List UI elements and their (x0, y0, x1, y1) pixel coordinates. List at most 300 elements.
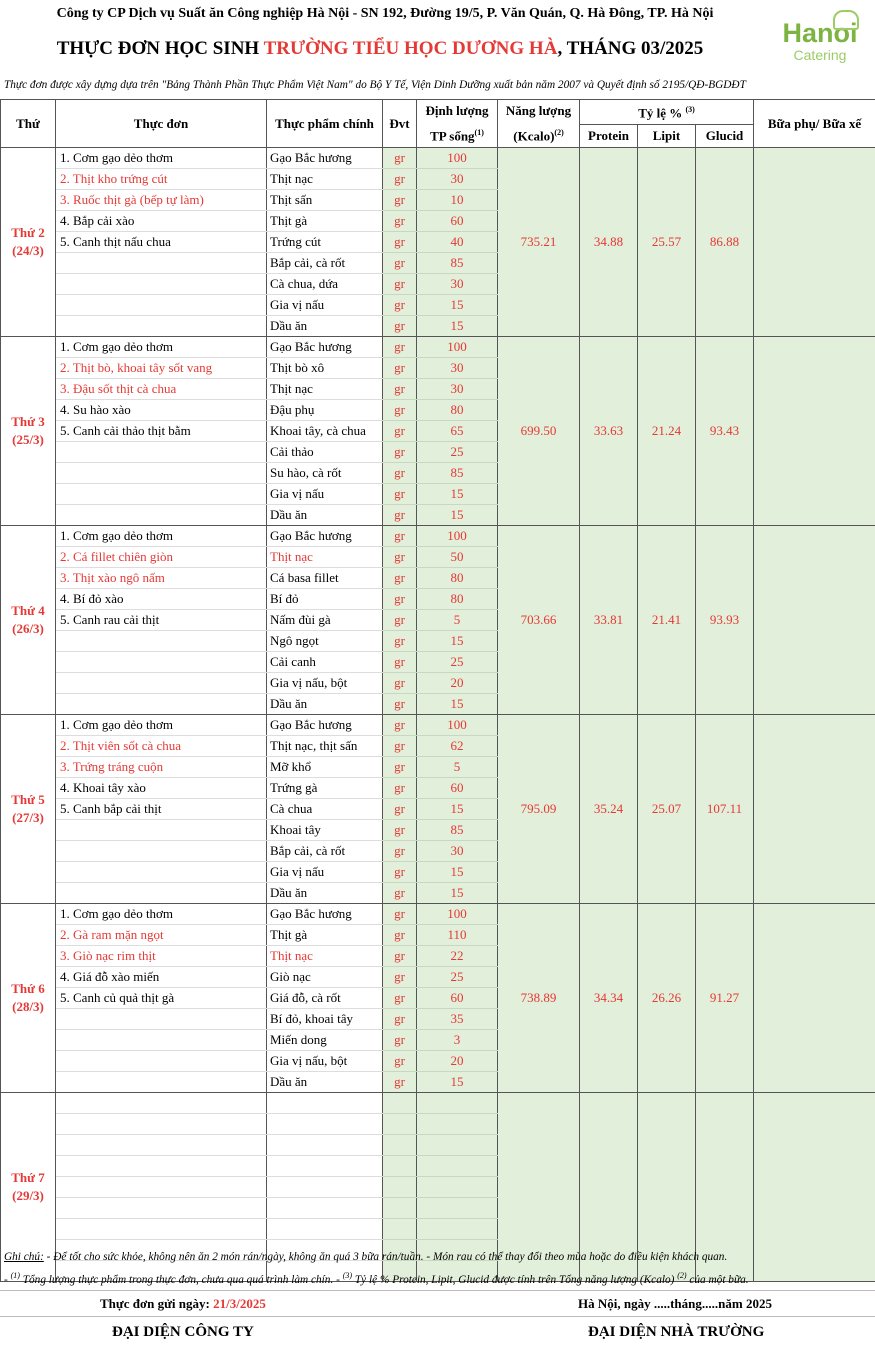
dish-cell (56, 862, 267, 883)
ingredient-cell: Gia vị nấu (267, 484, 383, 505)
day-name: Thứ 5 (11, 792, 45, 808)
unit-cell: gr (383, 295, 417, 316)
ingredient-cell: Dầu ăn (267, 883, 383, 904)
qty-cell: 22 (417, 946, 498, 967)
chef-hat-icon (833, 10, 859, 30)
col-header-menu: Thực đơn (56, 100, 267, 148)
ingredient-cell (267, 1198, 383, 1219)
sent-label: Thực đơn gửi ngày: (100, 1296, 214, 1311)
ingredient-cell: Dầu ăn (267, 505, 383, 526)
dish-cell (56, 1009, 267, 1030)
unit-cell: gr (383, 610, 417, 631)
dish-cell (56, 505, 267, 526)
footnote-1 (4, 1251, 875, 1263)
day-date: (29/3) (12, 1188, 44, 1204)
qty-cell: 30 (417, 274, 498, 295)
extra-meal-cell (754, 904, 875, 1093)
protein-cell: 35.24 (580, 715, 638, 904)
qty-cell: 5 (417, 757, 498, 778)
protein-cell: 33.63 (580, 337, 638, 526)
glucid-cell: 93.93 (696, 526, 754, 715)
unit-cell: gr (383, 1030, 417, 1051)
logo-main-text: Hanoi (782, 18, 858, 48)
col-header-day: Thứ (1, 100, 56, 148)
logo-sub-text: Catering (793, 47, 847, 63)
unit-cell: gr (383, 925, 417, 946)
ingredient-cell: Gia vị nấu (267, 862, 383, 883)
qty-cell: 15 (417, 799, 498, 820)
col-header-energy (498, 100, 580, 148)
col-header-unit: Đvt (383, 100, 417, 148)
dish-cell (56, 1114, 267, 1135)
unit-cell (383, 1219, 417, 1240)
ingredient-cell (267, 1177, 383, 1198)
dish-cell: 4. Bắp cải xào (56, 211, 267, 232)
unit-cell: gr (383, 778, 417, 799)
lipit-cell: 21.24 (638, 337, 696, 526)
qty-cell: 30 (417, 841, 498, 862)
qty-cell: 15 (417, 862, 498, 883)
ingredient-cell: Bí đỏ (267, 589, 383, 610)
qty-cell: 40 (417, 232, 498, 253)
qty-cell: 85 (417, 820, 498, 841)
qty-cell: 100 (417, 337, 498, 358)
day-date: (28/3) (12, 999, 44, 1015)
note-1-text: - Để tốt cho sức khỏe, không nên ăn 2 món rán/ngày, không ăn quá 3 bữa rán/tuần. - Món rau có thể thay đổi theo mùa hoặc do điều kiện khách quan. (43, 1251, 728, 1263)
unit-cell: gr (383, 253, 417, 274)
ingredient-cell: Su hào, cà rốt (267, 463, 383, 484)
unit-cell: gr (383, 862, 417, 883)
ingredient-cell: Thịt nạc (267, 547, 383, 568)
qty-cell: 3 (417, 1030, 498, 1051)
ingredient-cell: Giá đỗ, cà rốt (267, 988, 383, 1009)
unit-cell: gr (383, 1009, 417, 1030)
dish-cell (56, 442, 267, 463)
table-row (1, 904, 875, 925)
qty-cell: 85 (417, 463, 498, 484)
energy-cell: 795.09 (498, 715, 580, 904)
day-date: (26/3) (12, 621, 44, 637)
unit-cell: gr (383, 757, 417, 778)
unit-cell (383, 1093, 417, 1114)
qty-cell: 10 (417, 190, 498, 211)
protein-cell: 33.81 (580, 526, 638, 715)
unit-cell: gr (383, 358, 417, 379)
table-row (1, 526, 875, 547)
glucid-cell: 107.11 (696, 715, 754, 904)
note-2-a: - (4, 1273, 11, 1286)
energy-header-sup: (2) (554, 128, 564, 137)
dish-cell: 4. Khoai tây xào (56, 778, 267, 799)
col-header-ingredient: Thực phẩm chính (267, 100, 383, 148)
unit-cell: gr (383, 988, 417, 1009)
dish-cell: 3. Giò nạc rim thịt (56, 946, 267, 967)
unit-cell: gr (383, 652, 417, 673)
ratio-header-text: Tỷ lệ % (638, 105, 683, 121)
glucid-cell: 91.27 (696, 904, 754, 1093)
dish-cell (56, 820, 267, 841)
qty-cell (417, 1114, 498, 1135)
title-school: TRƯỜNG TIỂU HỌC DƯƠNG HÀ (263, 38, 558, 59)
qty-cell: 15 (417, 883, 498, 904)
title-suffix: , THÁNG 03/2025 (557, 38, 704, 59)
qty-cell: 15 (417, 505, 498, 526)
day-name: Thứ 6 (11, 981, 45, 997)
day-cell (1, 526, 56, 715)
unit-cell: gr (383, 946, 417, 967)
ingredient-cell: Thịt gà (267, 211, 383, 232)
unit-cell: gr (383, 694, 417, 715)
page-title (0, 38, 760, 60)
qty-cell: 30 (417, 379, 498, 400)
dish-cell (56, 295, 267, 316)
note-2-sup1: (1) (10, 1271, 20, 1280)
dish-cell: 5. Canh bắp cải thịt (56, 799, 267, 820)
day-cell (1, 715, 56, 904)
day-cell (1, 148, 56, 337)
dish-cell: 3. Thịt xào ngô nấm (56, 568, 267, 589)
qty-cell: 80 (417, 400, 498, 421)
unit-cell: gr (383, 148, 417, 169)
sent-date (100, 1296, 266, 1312)
ingredient-cell: Trứng gà (267, 778, 383, 799)
ingredient-cell: Khoai tây, cà chua (267, 421, 383, 442)
unit-cell: gr (383, 799, 417, 820)
day-date: (25/3) (12, 432, 44, 448)
school-signature: ĐẠI DIỆN NHÀ TRƯỜNG (588, 1324, 765, 1340)
unit-cell: gr (383, 421, 417, 442)
unit-cell: gr (383, 316, 417, 337)
note-2-sup2: (3) (342, 1271, 353, 1280)
qty-header-text: Định lượng TP sống (425, 103, 489, 144)
unit-cell: gr (383, 589, 417, 610)
qty-cell: 100 (417, 526, 498, 547)
ingredient-cell: Dầu ăn (267, 1072, 383, 1093)
qty-cell: 100 (417, 715, 498, 736)
col-header-glucid: Glucid (696, 124, 754, 147)
qty-cell (417, 1198, 498, 1219)
qty-cell: 15 (417, 1072, 498, 1093)
ingredient-cell: Cà chua, dứa (267, 274, 383, 295)
dish-cell: 1. Cơm gạo dẻo thơm (56, 337, 267, 358)
company-signature: ĐẠI DIỆN CÔNG TY (112, 1324, 254, 1340)
dish-cell: 2. Cá fillet chiên giòn (56, 547, 267, 568)
dish-cell (56, 1030, 267, 1051)
unit-cell (383, 1156, 417, 1177)
qty-cell (417, 1093, 498, 1114)
ingredient-cell (267, 1219, 383, 1240)
day-date: (24/3) (12, 243, 44, 259)
extra-meal-cell (754, 715, 875, 904)
menu-table (0, 99, 875, 1282)
col-header-lipit: Lipit (638, 124, 696, 147)
ingredient-cell: Thịt nạc (267, 379, 383, 400)
unit-cell: gr (383, 232, 417, 253)
dish-cell: 1. Cơm gạo dẻo thơm (56, 715, 267, 736)
dish-cell (56, 631, 267, 652)
qty-cell: 15 (417, 295, 498, 316)
unit-cell: gr (383, 463, 417, 484)
dish-cell (56, 1156, 267, 1177)
table-row (1, 1093, 875, 1114)
ingredient-cell: Gia vị nấu, bột (267, 1051, 383, 1072)
ingredient-cell: Cải canh (267, 652, 383, 673)
dish-cell: 4. Giá đỗ xào miến (56, 967, 267, 988)
unit-cell: gr (383, 379, 417, 400)
ingredient-cell: Gia vị nấu, bột (267, 673, 383, 694)
day-date: (27/3) (12, 810, 44, 826)
dish-cell: 5. Canh củ quả thịt gà (56, 988, 267, 1009)
qty-cell: 100 (417, 148, 498, 169)
unit-cell: gr (383, 274, 417, 295)
ratio-header-sup: (3) (685, 105, 695, 115)
ingredient-cell: Bí đỏ, khoai tây (267, 1009, 383, 1030)
lipit-cell: 25.07 (638, 715, 696, 904)
ingredient-cell: Thịt sấn (267, 190, 383, 211)
ingredient-cell: Nấm đùi gà (267, 610, 383, 631)
dish-cell (56, 253, 267, 274)
ingredient-cell: Cá basa fillet (267, 568, 383, 589)
unit-cell: gr (383, 967, 417, 988)
ingredient-cell: Gạo Bắc hương (267, 526, 383, 547)
qty-cell: 80 (417, 589, 498, 610)
footnote-2 (4, 1271, 875, 1286)
ingredient-cell: Gạo Bắc hương (267, 337, 383, 358)
qty-cell: 15 (417, 631, 498, 652)
ingredient-cell: Giò nạc (267, 967, 383, 988)
qty-cell: 60 (417, 211, 498, 232)
unit-cell: gr (383, 505, 417, 526)
unit-cell: gr (383, 547, 417, 568)
unit-cell: gr (383, 904, 417, 925)
glucid-cell: 93.43 (696, 337, 754, 526)
dish-cell: 2. Thịt bò, khoai tây sốt vang (56, 358, 267, 379)
note-2-c: Tỷ lệ % Protein, Lipit, Glucid được tính trên Tổng năng lượng (Kcalo) (352, 1273, 678, 1286)
qty-cell: 25 (417, 967, 498, 988)
table-row (1, 148, 875, 169)
unit-cell: gr (383, 631, 417, 652)
dish-cell: 1. Cơm gạo dẻo thơm (56, 904, 267, 925)
unit-cell: gr (383, 1051, 417, 1072)
col-header-ratio (580, 100, 754, 125)
qty-cell: 15 (417, 694, 498, 715)
dish-cell (56, 274, 267, 295)
ingredient-cell: Mỡ khổ (267, 757, 383, 778)
day-name: Thứ 2 (11, 225, 45, 241)
dish-cell: 3. Ruốc thịt gà (bếp tự làm) (56, 190, 267, 211)
ingredient-cell: Dầu ăn (267, 316, 383, 337)
ingredient-cell: Ngô ngọt (267, 631, 383, 652)
sent-date-value: 21/3/2025 (213, 1296, 266, 1311)
qty-cell: 25 (417, 652, 498, 673)
dish-cell: 5. Canh thịt nấu chua (56, 232, 267, 253)
ingredient-cell: Thịt nạc (267, 169, 383, 190)
dish-cell: 5. Canh cải thảo thịt bằm (56, 421, 267, 442)
qty-cell: 5 (417, 610, 498, 631)
dish-cell: 4. Bí đỏ xào (56, 589, 267, 610)
dish-cell: 3. Trứng tráng cuộn (56, 757, 267, 778)
lipit-cell: 26.26 (638, 904, 696, 1093)
unit-cell: gr (383, 715, 417, 736)
note-2-b: Tổng lượng thực phẩm trong thực đơn, chưa qua quá trình làm chín. - (19, 1273, 343, 1286)
col-header-extra: Bữa phụ/ Bữa xế (754, 100, 875, 148)
glucid-cell: 86.88 (696, 148, 754, 337)
ingredient-cell: Cải thảo (267, 442, 383, 463)
note-2-sup3: (2) (677, 1271, 687, 1280)
extra-meal-cell (754, 337, 875, 526)
unit-cell: gr (383, 484, 417, 505)
hanoi-catering-logo (775, 10, 865, 68)
qty-cell: 60 (417, 988, 498, 1009)
energy-cell: 699.50 (498, 337, 580, 526)
dish-cell (56, 883, 267, 904)
title-prefix: THỰC ĐƠN HỌC SINH (56, 38, 264, 59)
note-2-d: của một bữa. (686, 1273, 749, 1286)
energy-cell: 703.66 (498, 526, 580, 715)
qty-cell: 30 (417, 169, 498, 190)
dish-cell: 2. Thịt viên sốt cà chua (56, 736, 267, 757)
qty-cell: 60 (417, 778, 498, 799)
extra-meal-cell (754, 148, 875, 337)
qty-cell: 15 (417, 484, 498, 505)
qty-cell (417, 1177, 498, 1198)
ingredient-cell: Bắp cải, cà rốt (267, 841, 383, 862)
dish-cell (56, 1177, 267, 1198)
ingredient-cell: Bắp cải, cà rốt (267, 253, 383, 274)
divider (0, 1290, 875, 1291)
dish-cell (56, 652, 267, 673)
ingredient-cell: Gia vị nấu (267, 295, 383, 316)
day-name: Thứ 4 (11, 603, 45, 619)
divider (0, 1316, 875, 1317)
ingredient-cell: Cà chua (267, 799, 383, 820)
dish-cell (56, 841, 267, 862)
dish-cell: 3. Đậu sốt thịt cà chua (56, 379, 267, 400)
table-row (1, 715, 875, 736)
qty-cell: 110 (417, 925, 498, 946)
qty-cell: 100 (417, 904, 498, 925)
dish-cell (56, 463, 267, 484)
dish-cell (56, 1135, 267, 1156)
day-cell (1, 904, 56, 1093)
dish-cell: 1. Cơm gạo dẻo thơm (56, 148, 267, 169)
source-note: Thực đơn được xây dựng dựa trên "Bảng Thành Phần Thực Phẩm Việt Nam" do Bộ Y Tế, Viện Dinh Dưỡng xuất bản năm 2007 và Quyết định số 2195/QĐ-BGDĐT (4, 79, 746, 91)
dish-cell: 1. Cơm gạo dẻo thơm (56, 526, 267, 547)
day-name: Thứ 7 (11, 1170, 45, 1186)
qty-cell: 65 (417, 421, 498, 442)
menu-body (1, 148, 875, 1282)
unit-cell: gr (383, 442, 417, 463)
unit-cell: gr (383, 190, 417, 211)
unit-cell: gr (383, 736, 417, 757)
qty-cell: 15 (417, 316, 498, 337)
unit-cell: gr (383, 883, 417, 904)
unit-cell: gr (383, 337, 417, 358)
dish-cell (56, 694, 267, 715)
dish-cell (56, 1072, 267, 1093)
lipit-cell: 21.41 (638, 526, 696, 715)
qty-cell: 20 (417, 1051, 498, 1072)
unit-cell: gr (383, 673, 417, 694)
unit-cell: gr (383, 1072, 417, 1093)
qty-cell: 35 (417, 1009, 498, 1030)
dish-cell: 5. Canh rau cải thịt (56, 610, 267, 631)
unit-cell: gr (383, 526, 417, 547)
unit-cell: gr (383, 820, 417, 841)
qty-cell: 80 (417, 568, 498, 589)
qty-cell: 30 (417, 358, 498, 379)
ingredient-cell (267, 1135, 383, 1156)
qty-cell: 25 (417, 442, 498, 463)
unit-cell (383, 1177, 417, 1198)
extra-meal-cell (754, 526, 875, 715)
ingredient-cell: Khoai tây (267, 820, 383, 841)
ingredient-cell: Miến dong (267, 1030, 383, 1051)
ingredient-cell: Đậu phụ (267, 400, 383, 421)
qty-cell: 62 (417, 736, 498, 757)
dish-cell (56, 484, 267, 505)
qty-cell: 85 (417, 253, 498, 274)
ingredient-cell: Thịt nạc (267, 946, 383, 967)
qty-cell (417, 1156, 498, 1177)
ingredient-cell (267, 1114, 383, 1135)
ingredient-cell: Thịt nạc, thịt sấn (267, 736, 383, 757)
protein-cell: 34.88 (580, 148, 638, 337)
dish-cell (56, 1219, 267, 1240)
ingredient-cell: Thịt gà (267, 925, 383, 946)
unit-cell: gr (383, 400, 417, 421)
unit-cell: gr (383, 211, 417, 232)
dish-cell (56, 1198, 267, 1219)
qty-cell: 50 (417, 547, 498, 568)
dish-cell (56, 673, 267, 694)
ingredient-cell: Thịt bò xô (267, 358, 383, 379)
unit-cell: gr (383, 568, 417, 589)
dish-cell (56, 1051, 267, 1072)
dish-cell (56, 316, 267, 337)
lipit-cell: 25.57 (638, 148, 696, 337)
ingredient-cell: Gạo Bắc hương (267, 148, 383, 169)
ingredient-cell: Gạo Bắc hương (267, 715, 383, 736)
ingredient-cell: Gạo Bắc hương (267, 904, 383, 925)
table-row (1, 337, 875, 358)
ingredient-cell: Dầu ăn (267, 694, 383, 715)
day-name: Thứ 3 (11, 414, 45, 430)
unit-cell (383, 1135, 417, 1156)
company-header: Công ty CP Dịch vụ Suất ăn Công nghiệp Hà Nội - SN 192, Đường 19/5, P. Văn Quán, Q. Hà Đông, TP. Hà Nội (56, 6, 714, 21)
qty-cell (417, 1135, 498, 1156)
place-date: Hà Nội, ngày .....tháng.....năm 2025 (578, 1296, 772, 1311)
unit-cell: gr (383, 841, 417, 862)
day-cell (1, 337, 56, 526)
col-header-protein: Protein (580, 124, 638, 147)
dish-cell: 2. Thịt kho trứng cút (56, 169, 267, 190)
unit-cell (383, 1198, 417, 1219)
dish-cell (56, 1093, 267, 1114)
col-header-qty (417, 100, 498, 148)
note-label: Ghi chú: (4, 1251, 44, 1263)
qty-header-sup: (1) (474, 128, 484, 137)
unit-cell (383, 1114, 417, 1135)
ingredient-cell (267, 1156, 383, 1177)
qty-cell: 20 (417, 673, 498, 694)
ingredient-cell: Trứng cút (267, 232, 383, 253)
unit-cell: gr (383, 169, 417, 190)
energy-cell: 738.89 (498, 904, 580, 1093)
ingredient-cell (267, 1093, 383, 1114)
dish-cell: 4. Su hào xào (56, 400, 267, 421)
energy-header-text: Năng lượng (Kcalo) (505, 103, 572, 144)
